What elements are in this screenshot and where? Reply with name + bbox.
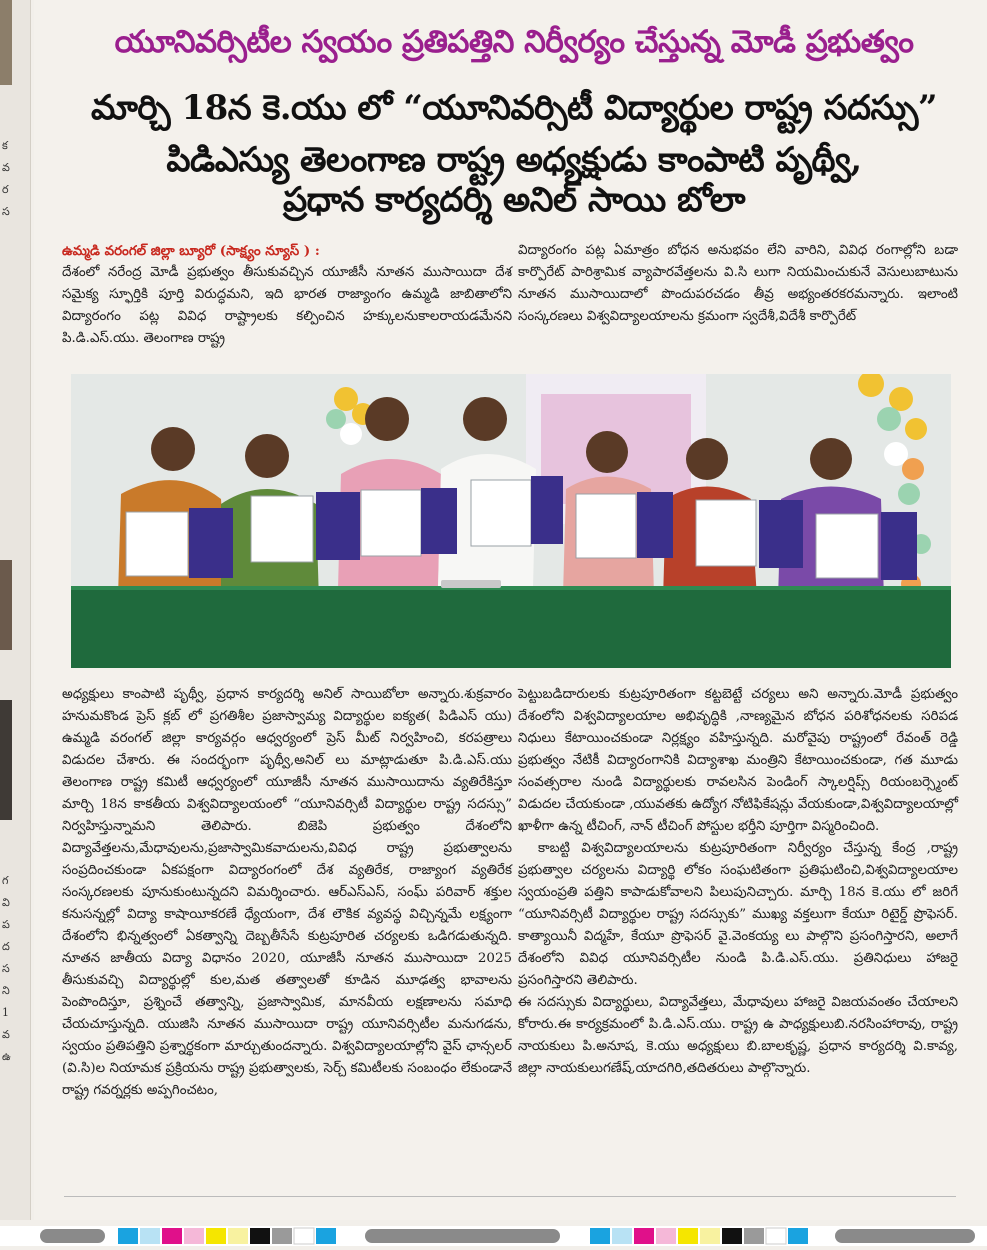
adjacent-page-strip bbox=[0, 0, 31, 1220]
byline: ఉమ్మడి వరంగల్ జిల్లా బ్యూరో (సాక్ష్యం న్యూస్ ) : bbox=[62, 243, 320, 259]
headline-line-1: మార్చి 18న కె.యు లో “యూనివర్సిటీ విద్యార్థుల రాష్ట్ర సదస్సు” bbox=[90, 88, 938, 128]
article-paragraph: పెట్టుబడిదారులకు కుట్రపూరితంగా కట్టబెట్టే చర్యలు అని అన్నారు.మోడీ ప్రభుత్వం దేశంలోని విశ్వవిద్యాలయాల అభివృద్ధికి ,నాణ్యమైన బోధన పరిశోధనలకు సరిపడ నిధులు కేటాయించకుండా నిర్లక్ష్యం వహిస్తున్నది. మరోవైపు రాష్ట్రంలో రేవంత్ రెడ్డి ప్రభుత్వం నేటికీ విద్యారంగానికి విద్యాశాఖ మంత్రిని కేటాయించకుండా, గత మూడు సంవత్సరాల నుండి విద్యార్థులకు రావలసిన పెండింగ్ స్కాలర్షిప్స్ రియంబర్స్మెంట్ విడుదల చేయకుండా ,యువతకు ఉద్యోగ నోటిఫికేషన్లు వేయకుండా,విశ్వవిద్యాలయాల్లో ఖాళీగా ఉన్న టీచింగ్, నాన్ టీచింగ్ పోస్టుల భర్తీని పూర్తిగా విస్మరించింది. bbox=[518, 687, 958, 834]
news-photo-illustration bbox=[71, 374, 951, 668]
news-photo bbox=[71, 374, 951, 668]
newspaper-article bbox=[34, 0, 987, 1220]
headline-line-2: పిడిఎస్యు తెలంగాణ రాష్ట్ర అధ్యక్షుడు కాంపాటి పృథ్వీ, bbox=[166, 140, 862, 180]
article-column-bottom-left bbox=[62, 684, 512, 1102]
headline-line-3: ప్రధాన కార్యదర్శి అనిల్ సాయి బోలా bbox=[282, 180, 746, 220]
article-paragraph: విద్యారంగం పట్ల ఏమాత్రం బోధన అనుభవం లేని వారిని, వివిధ రంగాల్లోని బడా కార్పొరేట్ పారిశ్రామిక వ్యాపారవేత్తలను వి.సి లుగా నియమించుకునే వెసులుబాటును నూతన ముసాయిదాలో పొందుపరచడం తీవ్ర అభ్యంతరకరమన్నారు. ఇలాంటి సంస్కరణలు విశ్వవిద్యాలయాలను క్రమంగా స్వదేశీ,విదేశీ కార్పొరేట్ bbox=[518, 243, 958, 324]
adjacent-photo bbox=[0, 700, 12, 820]
article-paragraph: అధ్యక్షులు కాంపాటి పృథ్వీ, ప్రధాన కార్యదర్శి అనిల్ సాయిబోలా అన్నారు.శుక్రవారం హనుమకొండ ప్రెస్ క్లబ్ లో ప్రగతిశీల ప్రజాస్వామ్య విద్యార్థుల ఐక్యత( పిడిఎస్ యు) ఉమ్మడి వరంగల్ జిల్లా కార్యవర్గం ఆధ్వర్యంలో ప్రెస్ మీట్ నిర్వహించి, కరపత్రాలు విడుదల చేశారు. ఈ సందర్భంగా పృథ్వీ,అనిల్ లు మాట్లాడుతూ పి.డి.ఎస్.యు తెలంగాణ రాష్ట్ర కమిటీ ఆధ్వర్యంలో యూజీసీ నూతన ముసాయిదాను వ్యతిరేకిస్తూ మార్చి 18న కాకతీయ విశ్వవిద్యాలయంలో “యూనివర్సిటీ విద్యార్థుల రాష్ట్ర సదస్సు” నిర్వహిస్తున్నామని తెలిపారు. బిజెపి ప్రభుత్వం దేశంలోని విద్యావేత్తలను,మేధావులను,ప్రజాస్వామికవాదులను,వివిధ రాష్ట్ర ప్రభుత్వాలను సంప్రదించకుండా ఏకపక్షంగా విద్యారంగంలో దేశ వ్యతిరేక, రాజ్యాంగ వ్యతిరేక సంస్కరణలకు పూనుకుంటున్నదని విమర్శించారు. ఆర్ఎస్ఎస్, సంఘ్ పరివార్ శక్తుల కనుసన్నల్లో విద్యా కాషాయీకరణే ధ్యేయంగా, దేశ లౌకిక వ్యవస్థ విచ్చిన్నమే లక్ష్యంగా దేశంలోని భిన్నత్వంలో ఏకత్వాన్ని దెబ్బతీసేసే కుట్రపూరిత చర్యలకు ఒడిగడుతున్నది. నూతన జాతీయ విద్యా విధానం 2020, యూజీసీ నూతన ముసాయిదా 2025 తీసుకువచ్చి విద్యార్థుల్లో కుల,మత తత్వాలతో కూడిన మూఢత్వ భావాలను పెంపొందిస్తూ, ప్రశ్నించే తత్వాన్ని, ప్రజాస్వామిక, మానవీయ లక్షణాలను సమాధి చేయచూస్తున్నది. యుజిసి నూతన ముసాయిదా రాష్ట్ర యూనివర్సిటీల మనుగడను, స్వయం ప్రతిపత్తిని ప్రశ్నార్థకంగా మార్చుతుందన్నారు. విశ్వవిద్యాలయాల్లోని వైస్ ఛాన్సలర్ (వి.సి)ల నియామక ప్రక్రియను రాష్ట్ర ప్రభుత్వాలకు, సెర్చ్ కమిటీలకు సంబంధం లేకుండానే రాష్ట్ర గవర్నర్లకు అప్పగించటం, bbox=[62, 687, 512, 1098]
print-color-bar bbox=[0, 1226, 987, 1246]
page-divider bbox=[64, 1196, 956, 1197]
article-column-top-right bbox=[518, 240, 958, 328]
adjacent-text: గ వి ప ద స ని 1 వ ఉ bbox=[2, 874, 11, 1063]
article-paragraph: దేశంలో నరేంద్ర మోడీ ప్రభుత్వం తీసుకువచ్చిన యూజీసీ నూతన ముసాయిదా దేశ సమైక్య స్ఫూర్తికి పూర్తి విరుద్ధమని, ఇది భారత రాజ్యాంగం ఉమ్మడి జాబితాలోని విద్యారంగం పట్ల వివిధ రాష్ట్రాలకు కల్పించిన హక్కులనుకాలరాయడమేనని పి.డి.ఎస్.యు. తెలంగాణ రాష్ట్ర bbox=[62, 265, 512, 346]
adjacent-photo bbox=[0, 0, 12, 85]
article-paragraph: కాబట్టి విశ్వవిద్యాలయాలను కుట్రపూరితంగా నిర్వీర్యం చేస్తున్న కేంద్ర ,రాష్ట్ర ప్రభుత్వాల చర్యలను విద్యార్థి లోకం సంఘటితంగా ప్రతిఘటించి,విశ్వవిద్యాలయాల స్వయంప్రతి పత్తిని కాపాడుకోవాలని పిలుపునిచ్చారు. మార్చి 18న కె.యు లో జరిగే “యూనివర్సిటీ విద్యార్థుల రాష్ట్ర సదస్సుకు” ముఖ్య వక్తలుగా కేయూ రిటైర్డ్ ప్రొఫెసర్. కాత్యాయినీ విద్మహే, కేయూ ప్రొఫెసర్ వై.వెంకయ్య లు పాల్గొని ప్రసంగిస్తారని, అలాగే దేశంలోని వివిధ యూనివర్సిటీల నుండి పి.డి.ఎస్.యు. ప్రతినిధులు హాజరై ప్రసంగిస్తారని తెలిపారు. bbox=[518, 841, 958, 988]
adjacent-photo bbox=[0, 560, 12, 650]
article-paragraph: ఈ సదస్సుకు విద్యార్థులు, విద్యావేత్తలు, మేధావులు హాజరై విజయవంతం చేయాలని కోరారు.ఈ కార్యక్రమంలో పి.డి.ఎస్.యు. రాష్ట్ర ఉ పాధ్యక్షులుబి.నరసింహారావు, రాష్ట్ర నాయకులు పి.అనూష, కె.యు అధ్యక్షులు బి.బాలకృష్ణ, ప్రధాన కార్యదర్శి వి.కావ్య, జిల్లా నాయకులుగణేష్,యాదగిరి,తదితరులు పాల్గొన్నారు. bbox=[518, 995, 958, 1076]
adjacent-text: క వ ర స bbox=[2, 139, 10, 218]
article-column-top-left bbox=[62, 240, 512, 350]
article-column-bottom-right bbox=[518, 684, 958, 1080]
registration-color-strip bbox=[0, 1226, 987, 1246]
article-kicker: యూనివర్సిటీల స్వయం ప్రతిపత్తిని నిర్వీర్యం చేస్తున్న మోడీ ప్రభుత్వం bbox=[114, 24, 914, 60]
